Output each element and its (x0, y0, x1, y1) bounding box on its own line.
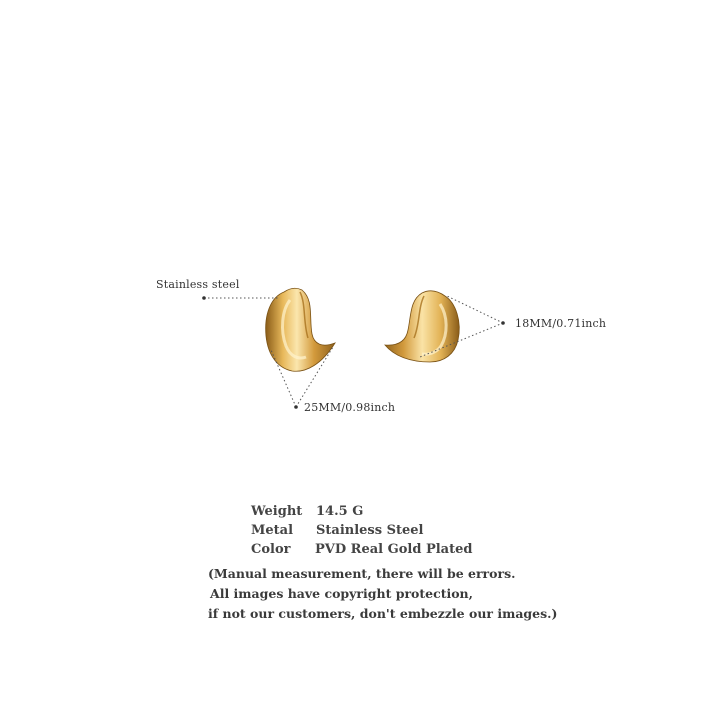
guide-dots (202, 296, 505, 409)
measurement-guides (204, 296, 503, 407)
spec-value: Stainless Steel (316, 523, 424, 538)
right-earring (385, 291, 459, 362)
spec-key: Metal (251, 523, 294, 538)
left-earring (266, 288, 335, 371)
spec-value: PVD Real Gold Plated (315, 542, 473, 557)
spec-key: Weight (251, 504, 303, 519)
width-label: 25MM/0.98inch (304, 401, 396, 414)
material-label: Stainless steel (156, 278, 240, 291)
height-label: 18MM/0.71inch (515, 317, 607, 330)
note-line-2: All images have copyright protection, (210, 586, 474, 601)
spec-value: 14.5 G (316, 504, 364, 519)
spec-key: Color (251, 542, 291, 557)
note-line-1: (Manual measurement, there will be errors. (208, 566, 516, 581)
note-line-3: if not our customers, don't embezzle our images.) (208, 606, 558, 621)
